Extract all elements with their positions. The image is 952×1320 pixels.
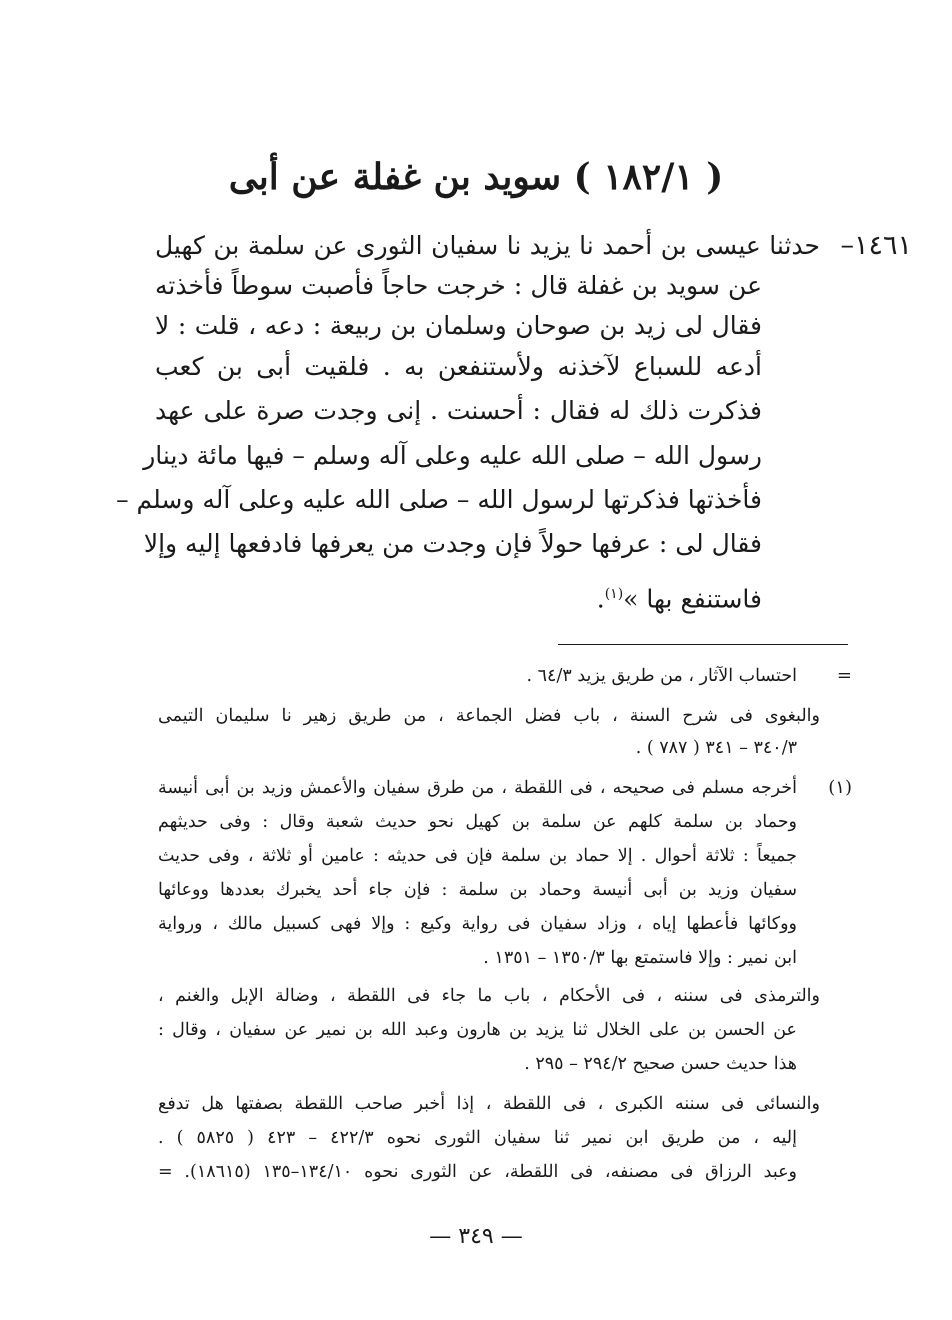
footnote-line: ٣٤٠/٣ – ٣٤١ ( ٧٨٧ ) . xyxy=(635,738,797,758)
footnote-line: وعبد الرزاق فى مصنفه، فى اللقطة، عن الثورى نحوه ١٣٤/١٠–١٣٥ (١٨٦١٥). = xyxy=(158,1162,797,1182)
footnote-line: أخرجه مسلم فى صحيحه ، فى اللقطة ، من طرق سفيان والأعمش وزيد بن أبى أنيسة xyxy=(158,778,797,798)
continuation-mark: = xyxy=(836,665,852,686)
hadith-line: فقال لى زيد بن صوحان وسلمان بن ربيعة : دعه ، قلت : لا xyxy=(155,311,762,340)
end-period: . xyxy=(596,584,605,614)
footnote-line: والترمذى فى سننه ، فى الأحكام ، باب ما جاء فى اللقطة ، وضالة الإبل والغنم ، xyxy=(158,986,820,1006)
footnote-line: إليه ، من طريق ابن نمير ثنا سفيان الثورى نحوه ٤٢٢/٣ – ٤٢٣ ( ٥٨٢٥ ) . xyxy=(158,1128,797,1148)
hadith-line-text: فاستنفع بها » xyxy=(623,584,762,614)
footnote-line: ابن نمير : وإلا فاستمتع بها ١٣٥٠/٣ – ١٣٥١ . xyxy=(483,948,797,968)
hadith-line: فأخذتها فذكرتها لرسول الله – صلى الله عليه وعلى آله وسلم – xyxy=(116,485,762,514)
footnote-line: وحماد بن سلمة كلهم عن سلمة بن كهيل نحو حديث شعبة وقال : وفى حديثهم xyxy=(158,812,797,832)
hadith-line: عن سويد بن غفلة قال : خرجت حاجاً فأصبت سوطاً فأخذته xyxy=(155,271,762,300)
footnote-line: عن الحسن بن على الخلال ثنا يزيد بن هارون وعبد الله بن نمير عن سفيان ، وقال : xyxy=(158,1020,797,1040)
footnote-line: جميعاً : ثلاثة أحوال . إلا حماد بن سلمة فإن فى حديثه : عامين أو ثلاثة ، وفى حديث xyxy=(158,846,797,866)
hadith-line: فقال لى : عرفها حولاً فإن وجدت من يعرفها فادفعها إليه وإلا xyxy=(143,529,762,558)
page-number: — ٣٤٩ — xyxy=(429,1224,523,1249)
footnote-line: ووكائها فأعطها إياه ، وزاد سفيان فى رواية وكيع : وإلا فهى كسبيل مالك ، ورواية xyxy=(158,914,797,934)
footnote-line: احتساب الآثار ، من طريق يزيد ٦٤/٣ . xyxy=(526,666,797,686)
footnote-number: (١) xyxy=(828,777,852,798)
hadith-line: أدعه للسباع لآخذنه ولأستنفعن به . فلقيت أبى بن كعب xyxy=(155,352,762,381)
footnote-separator xyxy=(558,644,848,645)
hadith-line: حدثنا عيسى بن أحمد نا يزيد نا سفيان الثورى عن سلمة بن كهيل xyxy=(155,231,820,260)
page-title: ( ١٨٢/١ ) سويد بن غفلة عن أبى xyxy=(228,156,724,198)
footnote-line: هذا حديث حسن صحيح ٢٩٤/٢ – ٢٩٥ . xyxy=(524,1054,797,1074)
hadith-line: رسول الله – صلى الله عليه وعلى آله وسلم – فيها مائة دينار xyxy=(143,441,762,470)
hadith-number: ١٤٦١– xyxy=(840,230,912,261)
footnote-reference: (١) xyxy=(604,586,624,602)
footnote-line: سفيان وزيد بن أبى أنيسة وحماد بن سلمة : فإن جاء أحد يخبرك بعددها ووعائها xyxy=(158,880,797,900)
hadith-line-last xyxy=(155,574,762,619)
footnote-line: والنسائى فى سننه الكبرى ، فى اللقطة ، إذا أخبر صاحب اللقطة بصفتها هل تدفع xyxy=(158,1094,820,1114)
footnote-line: والبغوى فى شرح السنة ، باب فضل الجماعة ، من طريق زهير نا سليمان التيمى xyxy=(158,706,820,726)
hadith-line: فذكرت ذلك له فقال : أحسنت . إنى وجدت صرة على عهد xyxy=(155,396,762,425)
